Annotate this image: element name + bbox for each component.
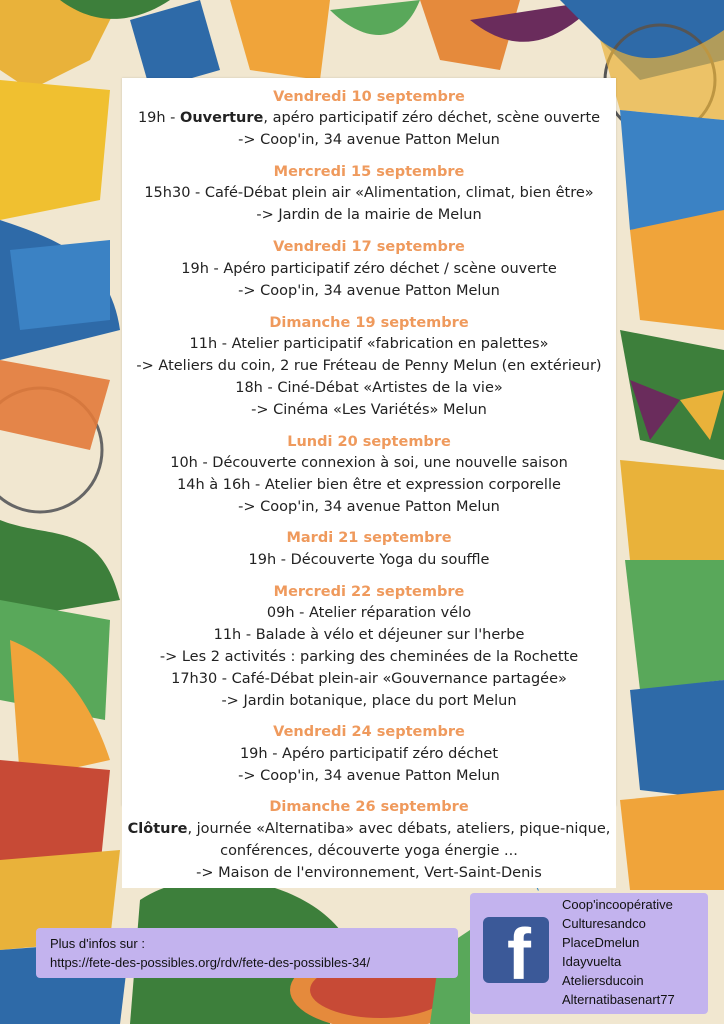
event-location: -> Cinéma «Les Variétés» Melun — [251, 402, 487, 418]
more-info-url[interactable]: https://fete-des-possibles.org/rdv/fete-des-possibles-34/ — [50, 955, 371, 970]
day-heading-vendredi-24: Vendredi 24 septembre — [273, 724, 465, 740]
event-location: -> Coop'in, 34 avenue Patton Melun — [238, 768, 500, 784]
facebook-page-name: Coop'incoopérative — [562, 897, 673, 912]
day-heading-mardi-21: Mardi 21 septembre — [286, 530, 452, 546]
event-location: -> Jardin botanique, place du port Melun — [221, 693, 517, 709]
day-heading-mercredi-15: Mercredi 15 septembre — [273, 164, 465, 180]
more-info-label: Plus d'infos sur : — [50, 936, 145, 951]
event-line: 19h - Apéro participatif zéro déchet — [239, 746, 499, 762]
event-location: -> Maison de l'environnement, Vert-Saint-Denis — [196, 865, 542, 881]
event-line: 09h - Atelier réparation vélo — [266, 605, 472, 621]
event-line: Clôture, journée «Alternatiba» avec débats, ateliers, pique-nique, — [127, 821, 611, 837]
day-heading-vendredi-17: Vendredi 17 septembre — [273, 239, 465, 255]
event-line: 17h30 - Café-Débat plein-air «Gouvernance partagée» — [171, 671, 567, 687]
event-line: 15h30 - Café-Débat plein air «Alimentation, climat, bien être» — [144, 185, 594, 201]
day-heading-vendredi-10: Vendredi 10 septembre — [273, 89, 465, 105]
event-location: -> Coop'in, 34 avenue Patton Melun — [238, 499, 500, 515]
event-line: 11h - Atelier participatif «fabrication en palettes» — [189, 336, 549, 352]
program-panel — [122, 78, 616, 806]
event-line: 14h à 16h - Atelier bien être et expression corporelle — [177, 477, 561, 493]
event-line: 19h - Ouverture, apéro participatif zéro déchet, scène ouverte — [137, 110, 601, 126]
facebook-page-name: Ateliersducoin — [562, 973, 644, 988]
facebook-page-name: Idayvuelta — [562, 954, 622, 969]
more-info-box — [36, 928, 458, 978]
event-line: 10h - Découverte connexion à soi, une nouvelle saison — [170, 455, 568, 471]
facebook-page-name: Culturesandco — [562, 916, 646, 931]
event-location: -> Les 2 activités : parking des cheminées de la Rochette — [159, 649, 579, 665]
day-heading-lundi-20: Lundi 20 septembre — [287, 434, 451, 450]
event-location: -> Coop'in, 34 avenue Patton Melun — [238, 283, 500, 299]
event-line: 19h - Découverte Yoga du souffle — [248, 552, 490, 568]
event-line: 18h - Ciné-Débat «Artistes de la vie» — [235, 380, 503, 396]
day-heading-dimanche-26: Dimanche 26 septembre — [269, 799, 469, 815]
event-line: 19h - Apéro participatif zéro déchet / scène ouverte — [181, 261, 557, 277]
event-line: 11h - Balade à vélo et déjeuner sur l'herbe — [213, 627, 525, 643]
program-panel-bottom — [122, 799, 616, 888]
facebook-page-name: Alternatibasenart77 — [562, 992, 675, 1007]
facebook-icon: f — [483, 917, 549, 983]
day-heading-dimanche-19: Dimanche 19 septembre — [269, 315, 469, 331]
event-location: -> Ateliers du coin, 2 rue Fréteau de Penny Melun (en extérieur) — [136, 358, 602, 374]
event-location: -> Coop'in, 34 avenue Patton Melun — [238, 132, 500, 148]
facebook-page-list — [562, 895, 675, 1009]
day-heading-mercredi-22: Mercredi 22 septembre — [273, 584, 465, 600]
event-line: conférences, découverte yoga énergie ... — [220, 843, 518, 859]
event-location: -> Jardin de la mairie de Melun — [256, 207, 482, 223]
facebook-page-name: PlaceDmelun — [562, 935, 640, 950]
facebook-pages-box — [470, 893, 708, 1014]
